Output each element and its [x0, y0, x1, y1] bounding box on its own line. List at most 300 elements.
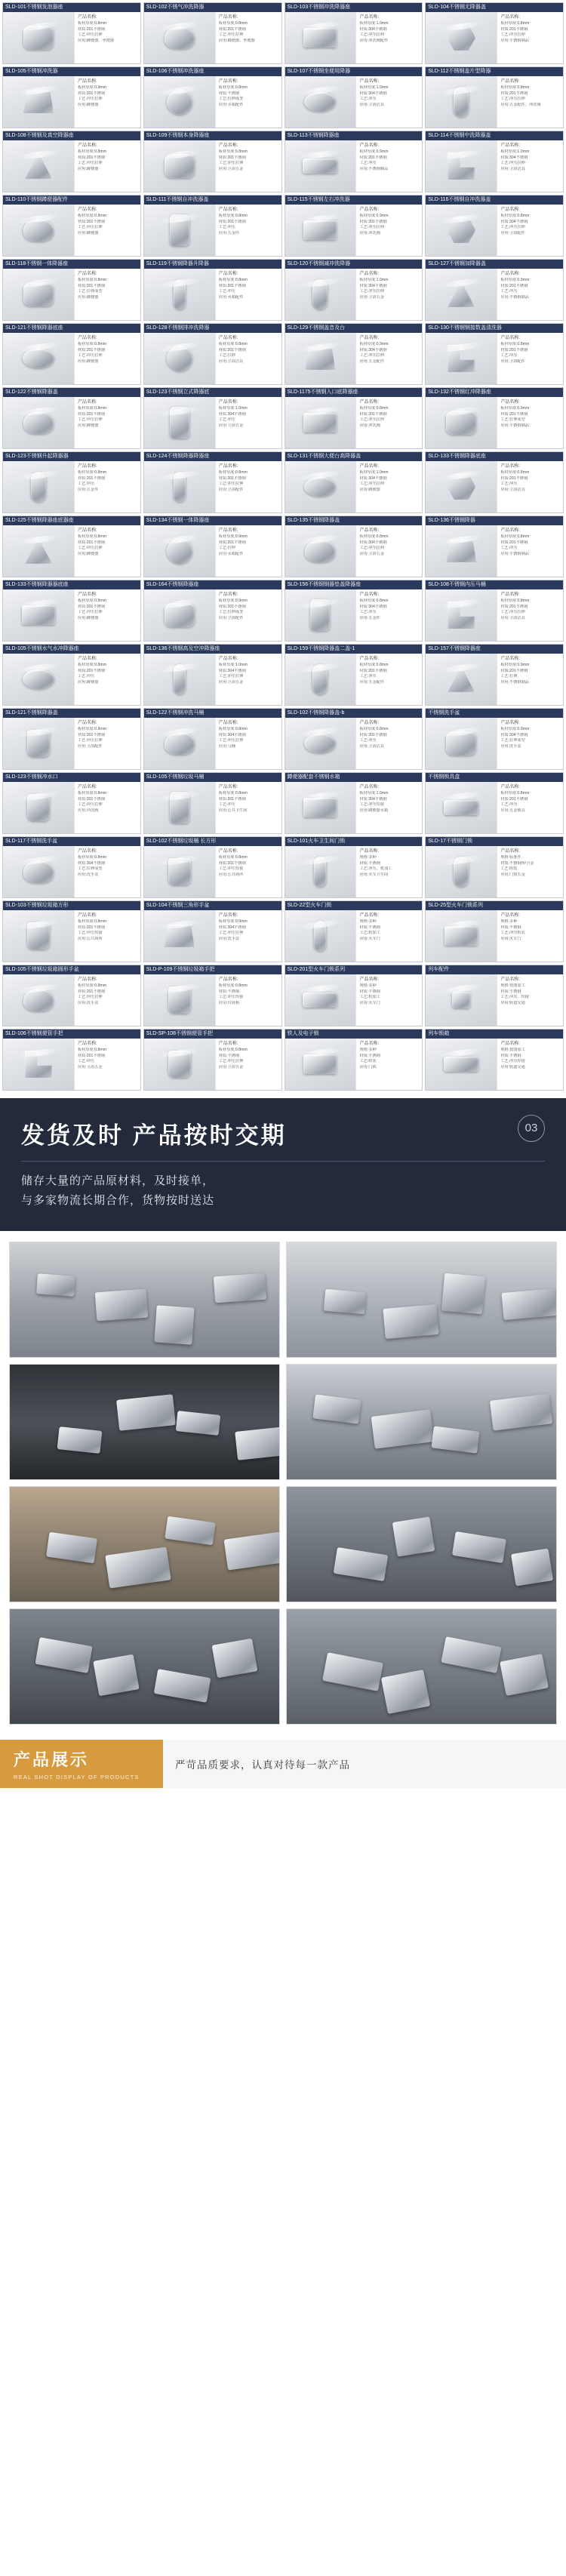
product-photo [3, 333, 75, 384]
product-photo [3, 140, 75, 192]
product-shape-icon [314, 921, 326, 951]
product-photo [144, 1039, 216, 1090]
product-info [216, 333, 281, 384]
product-info-heading: 产品名称: [500, 208, 520, 212]
product-info-heading: 产品名称: [359, 79, 380, 84]
product-shape-icon [303, 413, 337, 432]
product-spec-line: 规格:多种 [359, 983, 377, 988]
product-spec-line: 材质:201不锈钢 [218, 219, 246, 224]
product-shape-icon [168, 986, 191, 1014]
product-photo [426, 846, 497, 897]
product-card[interactable] [285, 708, 423, 770]
photo-object [371, 1409, 434, 1448]
product-spec-line: 板材厚度:0.8mm [77, 727, 107, 731]
footer-tag-title: 产品展示 [14, 1750, 90, 1769]
product-body [285, 718, 423, 769]
product-spec-line: 应用:蹲便器 [77, 102, 99, 107]
product-card[interactable] [285, 2, 423, 64]
product-spec-line: 工艺:冲压拉伸 [77, 353, 103, 359]
product-card[interactable] [425, 516, 564, 577]
product-title: SLD-113不锈钢降器座 [285, 131, 423, 140]
product-info [497, 974, 563, 1026]
product-shape-icon [447, 25, 475, 51]
product-spec-line: 材质:201不锈钢 [218, 347, 246, 352]
product-card[interactable] [143, 965, 282, 1026]
product-spec-line: 应用:五金锁具 [500, 808, 525, 813]
product-body [285, 269, 423, 320]
product-card[interactable] [143, 259, 282, 321]
product-photo [144, 718, 216, 769]
product-shape-icon [23, 91, 54, 113]
factory-photo [9, 1608, 280, 1725]
product-spec-line: 材质:201不锈钢 [359, 668, 387, 673]
product-card[interactable] [425, 195, 564, 257]
product-info [497, 461, 563, 512]
product-spec-line: 材质:不锈钢 [218, 1053, 240, 1058]
product-info-heading: 产品名称: [218, 336, 238, 340]
product-spec-line: 材质:304不锈钢 [218, 668, 246, 673]
product-spec-line: 材质:201不锈钢 [218, 796, 246, 802]
product-info [75, 782, 140, 833]
product-card[interactable] [2, 516, 141, 577]
product-body [3, 140, 140, 192]
product-spec-line: 应用:水箱配件 [218, 551, 244, 556]
product-card[interactable] [2, 323, 141, 385]
product-body [285, 1039, 423, 1090]
product-info-heading: 产品名称: [359, 592, 380, 597]
product-card[interactable] [285, 387, 423, 449]
product-info-heading: 产品名称: [77, 528, 97, 533]
product-spec-line: 应用:不锈钢制品 [500, 423, 529, 428]
product-spec-line: 材质:201不锈钢 [500, 475, 528, 481]
product-spec-line: 规格:多种 [359, 1048, 377, 1052]
product-spec-line: 板材厚度:0.9mm [359, 214, 389, 218]
product-card[interactable] [2, 195, 141, 257]
factory-photo [286, 1364, 557, 1480]
product-card[interactable] [285, 66, 423, 128]
product-body [3, 397, 140, 448]
product-photo [285, 269, 357, 320]
product-spec-line: 应用:门锁 [359, 1064, 377, 1069]
product-info [75, 525, 140, 577]
product-spec-line: 工艺:拉伸成型 [500, 738, 525, 743]
product-card[interactable] [2, 772, 141, 834]
product-spec-line: 应用:卫浴洁具 [500, 615, 525, 620]
photo-object [214, 1273, 266, 1303]
product-body [426, 654, 563, 705]
product-card[interactable] [425, 644, 564, 706]
product-shape-icon [446, 731, 476, 756]
product-info [497, 1039, 563, 1090]
product-spec-line: 工艺:冲压焊接 [218, 995, 244, 1000]
product-card[interactable] [2, 580, 141, 642]
product-title: SLD-120不锈钢减冲洗降器 [285, 260, 423, 269]
product-spec-line: 应用:轨道交通 [500, 1000, 525, 1005]
product-title: SLD-104不锈钢无降器盖 [426, 3, 563, 12]
product-shape-icon [312, 279, 328, 309]
product-title: SLD-109不锈钢本身降器座 [144, 131, 281, 140]
product-spec-line: 材质:201不锈钢 [359, 411, 387, 417]
product-info-heading: 产品名称: [500, 721, 520, 725]
product-card[interactable] [285, 965, 423, 1026]
product-spec-line: 工艺:冲压 [218, 417, 235, 423]
product-card[interactable] [143, 1029, 282, 1091]
product-spec-line: 材质:201不锈钢 [500, 347, 528, 352]
banner-line-2: 与多家物流长期合作，货物按时送达 [21, 1194, 215, 1207]
product-spec-line: 板材厚度:0.8mm [77, 855, 107, 860]
product-body [3, 718, 140, 769]
product-body [285, 910, 423, 962]
product-title: SLD-114不锈钢中洗降器盖 [426, 131, 563, 140]
product-card[interactable] [2, 387, 141, 449]
product-card[interactable] [425, 2, 564, 64]
product-spec-line: 工艺:冲压 [500, 482, 518, 487]
product-spec-line: 应用:冲洗阀 [359, 423, 380, 428]
product-spec-line: 工艺:冲压焊接 [77, 931, 103, 936]
product-body [144, 397, 281, 448]
product-spec-line: 材质:201不锈钢 [500, 668, 528, 673]
product-spec-line: 工艺:冲压拉伸 [77, 802, 103, 808]
product-shape-icon [448, 282, 475, 307]
product-spec-line: 工艺:冲压拉伸 [218, 1059, 244, 1064]
product-title: SLD-130不锈钢钢接数盖清洗器 [426, 324, 563, 333]
product-card[interactable] [143, 708, 282, 770]
product-card[interactable] [285, 580, 423, 642]
product-card[interactable] [2, 900, 141, 962]
product-title: SLD-102不锈钢降器盖-b [285, 709, 423, 718]
product-card[interactable] [425, 1029, 564, 1091]
product-card[interactable] [143, 66, 282, 128]
product-spec-line: 材质:不锈钢 [359, 989, 380, 994]
product-info-heading: 产品名称: [500, 528, 520, 533]
product-spec-line: 材质:304不锈钢 [218, 925, 246, 930]
product-shape-icon [25, 538, 52, 564]
product-spec-line: 工艺:冲压拉伸 [500, 161, 525, 166]
product-photo [426, 782, 497, 833]
product-photo [3, 782, 75, 833]
product-title: SLD-25型火车门锁系列 [426, 901, 563, 910]
product-body [144, 654, 281, 705]
photo-object [334, 1547, 388, 1581]
product-card[interactable] [2, 1029, 141, 1091]
product-title: 不锈钢洗手盆 [426, 709, 563, 718]
product-spec-line: 工艺:冲压 [218, 802, 235, 808]
product-photo [3, 76, 75, 128]
product-title: SLD-201型火车门锁系列 [285, 965, 423, 974]
product-spec-line: 材质:304不锈钢 [77, 860, 106, 866]
product-spec-line: 工艺:冲压焊接 [359, 802, 385, 808]
product-info-heading: 产品名称: [218, 849, 238, 854]
product-shape-icon [168, 858, 191, 885]
product-spec-line: 材质:201不锈钢 [218, 283, 246, 288]
product-info [356, 910, 422, 962]
product-spec-line: 工艺:拉伸 [500, 674, 518, 679]
product-info [75, 140, 140, 192]
product-card[interactable] [285, 772, 423, 834]
product-title: SLD-116不锈钢自冲洗器盖 [426, 195, 563, 205]
product-photo [144, 397, 216, 448]
product-body [426, 76, 563, 128]
product-shape-icon [25, 1051, 52, 1078]
product-card[interactable] [2, 708, 141, 770]
product-card[interactable] [425, 900, 564, 962]
product-card[interactable] [143, 195, 282, 257]
product-spec-line: 材质:201不锈钢 [218, 540, 246, 545]
product-spec-line: 材质:201不锈钢 [77, 989, 106, 994]
product-card[interactable] [285, 644, 423, 706]
product-photo [3, 910, 75, 962]
product-title: SLD-103不锈钢垃圾箱方形 [3, 901, 140, 910]
product-spec-line: 工艺:拉伸成型 [77, 866, 103, 872]
product-card[interactable] [2, 965, 141, 1026]
product-card[interactable] [2, 644, 141, 706]
product-spec-line: 规格:多种 [359, 855, 377, 860]
product-card[interactable] [143, 516, 282, 577]
product-spec-line: 材质:不锈钢 [500, 989, 521, 994]
product-spec-line: 板材厚度:0.9mm [218, 534, 248, 539]
product-card[interactable] [425, 451, 564, 513]
product-card[interactable] [285, 131, 423, 192]
product-card[interactable] [2, 259, 141, 321]
product-photo [144, 461, 216, 512]
product-info [497, 589, 563, 641]
product-card[interactable] [285, 1029, 423, 1091]
product-card[interactable] [425, 131, 564, 192]
product-info [497, 333, 563, 384]
product-spec-line: 应用:五金配件 [359, 359, 385, 364]
product-card[interactable] [143, 451, 282, 513]
product-info [216, 589, 281, 641]
product-spec-line: 工艺:冲压拉伸 [359, 353, 385, 359]
product-shape-icon [27, 730, 50, 757]
product-spec-line: 材质:201不锈钢 [77, 604, 106, 609]
product-spec-line: 应用:蹲便器 [77, 359, 99, 364]
product-card[interactable] [425, 323, 564, 385]
product-info [497, 654, 563, 705]
product-body [426, 974, 563, 1026]
product-card[interactable] [285, 836, 423, 898]
product-card[interactable] [2, 451, 141, 513]
product-spec-line: 板材厚度:0.8mm [359, 663, 389, 667]
product-title: SLD-131不锈钢大便台高降器盖 [285, 452, 423, 461]
product-title: SLD-105不锈钢垃圾马桶 [144, 773, 281, 782]
product-card[interactable] [2, 2, 141, 64]
product-spec-line: 工艺:冲压拉伸 [218, 482, 244, 487]
product-spec-line: 工艺:冲压 [500, 353, 518, 359]
product-shape-icon [447, 217, 475, 243]
product-photo [3, 12, 75, 63]
product-spec-line: 板材厚度:0.8mm [77, 406, 107, 411]
product-info-heading: 产品名称: [500, 785, 520, 789]
product-spec-line: 应用:蹲便器水箱 [359, 808, 389, 813]
product-spec-line: 工艺:冲压拉伸 [500, 97, 525, 102]
factory-photo [286, 1608, 557, 1725]
product-spec-line: 工艺:冲压 [218, 289, 235, 294]
product-photo [426, 461, 497, 512]
product-spec-line: 板材厚度:0.8mm [500, 85, 530, 90]
product-card[interactable] [425, 259, 564, 321]
product-card[interactable] [425, 580, 564, 642]
product-card[interactable] [143, 836, 282, 898]
product-card[interactable] [143, 323, 282, 385]
product-spec-line: 应用:公共场所 [77, 936, 103, 941]
product-spec-line: 板材厚度:0.8mm [359, 727, 389, 731]
product-spec-line: 材质:201不锈钢 [500, 411, 528, 417]
product-photo [426, 718, 497, 769]
product-spec-line: 应用:洗手盆 [77, 872, 99, 877]
product-spec-line: 应用:卫浴洁具 [500, 166, 525, 171]
product-shape-icon [170, 407, 189, 439]
banner-divider [21, 1161, 545, 1162]
product-info-heading: 产品名称: [359, 272, 380, 276]
product-info [75, 910, 140, 962]
product-photo [144, 782, 216, 833]
product-spec-line: 工艺:机加工 [359, 995, 380, 1000]
product-info [356, 12, 422, 63]
product-info [356, 397, 422, 448]
product-spec-line: 工艺:冲压拉伸 [77, 161, 103, 166]
product-body [285, 140, 423, 192]
product-title: SLD-102不锈气冲洗降器 [144, 3, 281, 12]
product-spec-line: 应用:蹲便器 [77, 230, 99, 235]
product-spec-line: 应用:卫浴配件 [77, 743, 103, 749]
product-title: SLD-108不锈钢内压马桶 [426, 580, 563, 589]
product-shape-icon [314, 857, 326, 887]
product-spec-line: 材质:201不锈钢 [359, 155, 387, 160]
product-spec-line: 材质:201不锈钢 [500, 26, 528, 32]
product-card[interactable] [143, 900, 282, 962]
product-card[interactable] [425, 387, 564, 449]
product-card[interactable] [2, 66, 141, 128]
product-info-heading: 产品名称: [359, 657, 380, 661]
product-card[interactable] [285, 900, 423, 962]
product-info [356, 76, 422, 128]
product-photo [285, 12, 357, 63]
product-spec-line: 工艺:冲压 [359, 161, 377, 166]
product-body [3, 205, 140, 256]
product-title: SLD-118不锈钢一体降器座 [3, 260, 140, 269]
product-info [216, 397, 281, 448]
product-spec-line: 工艺:冲压拉伸 [500, 32, 525, 38]
product-spec-line: 材质:201不锈钢 [77, 283, 106, 288]
product-spec-line: 应用:蹲便器、坐便器 [218, 38, 255, 43]
product-spec-line: 板材厚度:0.9mm [500, 278, 530, 282]
product-shape-icon [305, 347, 335, 370]
product-info-heading: 产品名称: [218, 400, 238, 405]
product-card[interactable] [425, 772, 564, 834]
product-card[interactable] [285, 516, 423, 577]
product-spec-line: 工艺:冲压拉伸 [359, 289, 385, 294]
product-info-heading: 产品名称: [218, 528, 238, 533]
product-info-heading: 产品名称: [359, 208, 380, 212]
product-shape-icon [303, 28, 337, 48]
product-spec-line: 板材厚度:0.8mm [218, 85, 248, 90]
product-card[interactable] [2, 836, 141, 898]
product-card[interactable] [143, 2, 282, 64]
product-info-heading: 产品名称: [359, 400, 380, 405]
product-photo [3, 205, 75, 256]
product-info-heading: 产品名称: [77, 592, 97, 597]
product-card[interactable] [143, 387, 282, 449]
product-info [356, 654, 422, 705]
product-card[interactable] [143, 772, 282, 834]
product-card[interactable] [285, 323, 423, 385]
product-spec-line: 应用:冲洗阀 [77, 808, 99, 813]
product-spec-line: 板材厚度:0.8mm [77, 919, 107, 924]
product-spec-line: 工艺:冲压拉伸 [359, 417, 385, 423]
product-card[interactable] [285, 451, 423, 513]
product-card[interactable] [425, 708, 564, 770]
product-info-heading: 产品名称: [77, 336, 97, 340]
product-card[interactable] [285, 195, 423, 257]
product-info [356, 269, 422, 320]
product-info-heading: 产品名称: [359, 464, 380, 469]
product-title: 列车锁箱 [426, 1029, 563, 1039]
product-spec-line: 应用:五金件 [77, 487, 99, 492]
product-info-heading: 产品名称: [77, 849, 97, 854]
product-spec-line: 工艺:冲压拉伸 [77, 738, 103, 743]
product-info [216, 782, 281, 833]
product-spec-line: 板材厚度:0.8mm [218, 791, 248, 796]
product-photo [426, 205, 497, 256]
product-info [497, 76, 563, 128]
product-info-heading: 产品名称: [218, 721, 238, 725]
product-info-heading: 产品名称: [218, 977, 238, 982]
product-spec-line: 材质:304不锈钢 [359, 796, 387, 802]
product-body [426, 782, 563, 833]
product-card[interactable] [143, 644, 282, 706]
product-card[interactable] [425, 66, 564, 128]
product-spec-line: 材质:201不锈钢 [359, 732, 387, 737]
product-body [3, 269, 140, 320]
product-card[interactable] [2, 131, 141, 192]
product-spec-line: 板材厚度:0.8mm [77, 599, 107, 603]
product-photo [285, 397, 357, 448]
product-info [216, 461, 281, 512]
product-info-heading: 产品名称: [77, 913, 97, 918]
product-info [75, 1039, 140, 1090]
factory-photo [9, 1364, 280, 1480]
product-spec-line: 工艺:冲压 [500, 289, 518, 294]
photo-object [452, 1531, 506, 1563]
product-spec-line: 应用:卫浴五金 [359, 294, 385, 300]
product-photo [285, 140, 357, 192]
factory-photo [9, 1242, 280, 1358]
product-spec-line: 材质:不锈钢/锌合金 [500, 860, 534, 866]
product-spec-line: 板材厚度:0.9mm [500, 663, 530, 667]
product-info [216, 269, 281, 320]
product-body [426, 461, 563, 512]
product-spec-line: 工艺:冲压组装 [500, 931, 525, 936]
product-body [144, 76, 281, 128]
product-info [497, 269, 563, 320]
product-card[interactable] [425, 836, 564, 898]
product-info-heading: 产品名称: [218, 785, 238, 789]
product-card[interactable] [425, 965, 564, 1026]
product-photo [3, 718, 75, 769]
product-photo [3, 974, 75, 1026]
product-spec-line: 板材厚度:0.8mm [218, 214, 248, 218]
product-info-heading: 产品名称: [500, 336, 520, 340]
product-body [144, 333, 281, 384]
product-card[interactable] [143, 131, 282, 192]
product-shape-icon [23, 411, 54, 434]
product-info-heading: 产品名称: [500, 977, 520, 982]
product-body [426, 846, 563, 897]
product-card[interactable] [285, 259, 423, 321]
product-info-heading: 产品名称: [359, 849, 380, 854]
product-card[interactable] [143, 580, 282, 642]
